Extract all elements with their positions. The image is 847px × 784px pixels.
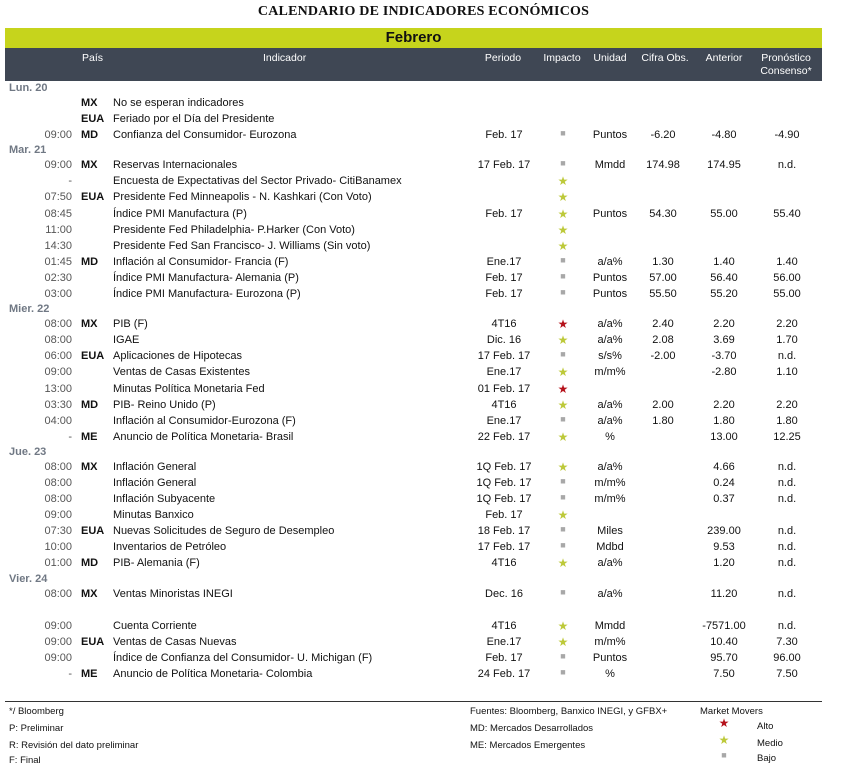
period-cell: 1Q Feb. 17	[476, 460, 532, 473]
table-row	[0, 349, 847, 365]
table-row	[0, 556, 847, 572]
mid-impact-star-icon: ★	[557, 365, 569, 380]
legend-high-star-icon: ★	[718, 716, 730, 730]
time-cell: 01:45	[44, 255, 72, 268]
table-row	[0, 476, 847, 492]
mid-impact-star-icon: ★	[557, 190, 569, 205]
unit-cell: Mmdd	[594, 159, 626, 172]
footnote-revision: R: Revisión del dato preliminar	[9, 740, 139, 751]
country-cell: MX	[81, 318, 98, 331]
unit-cell: Puntos	[592, 271, 628, 284]
country-cell: EUA	[81, 525, 105, 538]
header-pais: País	[82, 52, 104, 64]
footnote-fuentes: Fuentes: Bloomberg, Banxico INEGI, y GFBX+	[470, 706, 668, 717]
time-cell: 14:30	[44, 239, 72, 252]
forecast-cell: 1.10	[776, 366, 798, 379]
header-consenso: Consenso*	[760, 65, 812, 77]
low-impact-square-icon: ■	[560, 667, 566, 677]
previous-cell: 0.24	[713, 476, 735, 489]
low-impact-square-icon: ■	[560, 413, 566, 424]
table-row	[0, 239, 847, 255]
table-row	[0, 287, 847, 303]
time-cell: 08:00	[44, 476, 72, 489]
indicator-cell: PIB (F)	[113, 318, 148, 331]
mid-impact-star-icon: ★	[557, 459, 569, 474]
low-impact-square-icon: ■	[560, 650, 566, 661]
low-impact-square-icon: ■	[560, 128, 566, 139]
unit-cell: a/a%	[597, 460, 623, 473]
time-cell: -	[68, 668, 72, 680]
forecast-cell: 7.30	[776, 635, 798, 648]
low-impact-square-icon: ■	[560, 254, 566, 265]
observed-cell: 2.40	[652, 318, 674, 331]
previous-cell: 2.20	[713, 398, 735, 411]
indicator-cell: Inflación General	[113, 476, 197, 489]
unit-cell: Puntos	[592, 129, 628, 142]
country-cell: ME	[81, 668, 98, 680]
observed-cell: 55.50	[649, 288, 677, 301]
previous-cell: 11.20	[710, 587, 738, 600]
time-cell: 03:30	[44, 398, 72, 411]
mid-impact-star-icon: ★	[557, 397, 569, 412]
indicator-cell: Encuesta de Expectativas del Sector Privado- CitiBanamex	[113, 175, 402, 188]
legend-bajo: Bajo	[757, 753, 777, 764]
time-cell: 08:00	[44, 587, 72, 600]
header-indicador: Indicador	[263, 52, 307, 64]
previous-cell: 4.66	[713, 460, 735, 473]
unit-cell: a/a%	[597, 414, 623, 427]
indicator-cell: Feriado por el Día del Presidente	[113, 113, 275, 126]
header-unidad: Unidad	[593, 52, 627, 64]
indicator-cell: PIB- Reino Unido (P)	[113, 398, 216, 411]
indicator-cell: Índice PMI Manufactura- Alemania (P)	[113, 271, 299, 284]
indicator-cell: Anuncio de Política Monetaria- Colombia	[113, 668, 313, 680]
mid-impact-star-icon: ★	[557, 556, 569, 571]
footnote-final: F: Final	[9, 755, 41, 766]
table-row	[0, 603, 847, 619]
previous-cell: 95.70	[710, 651, 738, 664]
previous-cell: 7.50	[713, 668, 735, 680]
country-cell: MX	[81, 587, 98, 600]
forecast-cell: 1.80	[776, 414, 798, 427]
previous-cell: 10.40	[710, 635, 738, 648]
indicator-cell: Inflación General	[113, 460, 197, 473]
table-row	[0, 524, 847, 540]
time-cell: 07:50	[44, 191, 72, 204]
time-cell: 09:00	[44, 635, 72, 648]
table-row	[0, 398, 847, 414]
previous-cell: 174.95	[707, 159, 741, 172]
table-row	[0, 207, 847, 223]
unit-cell: m/m%	[594, 366, 626, 379]
calendar-table-body	[0, 82, 847, 683]
time-cell: 08:00	[44, 493, 72, 506]
unit-cell: %	[605, 430, 615, 443]
legend-medio: Medio	[757, 738, 783, 749]
indicator-cell: Minutas Banxico	[113, 509, 194, 522]
forecast-cell: 12.25	[773, 430, 801, 443]
header-cifra: Cifra Obs.	[641, 52, 689, 64]
day-header	[0, 303, 847, 317]
table-row	[0, 128, 847, 144]
previous-cell: -7571.00	[702, 619, 746, 632]
low-impact-square-icon: ■	[560, 492, 566, 503]
unit-cell: a/a%	[597, 587, 623, 600]
mid-impact-star-icon: ★	[557, 508, 569, 523]
low-impact-square-icon: ■	[560, 586, 566, 597]
time-cell: 08:45	[44, 207, 72, 220]
forecast-cell: 55.00	[773, 288, 801, 301]
observed-cell: 57.00	[649, 271, 677, 284]
indicator-cell: No se esperan indicadores	[113, 97, 244, 109]
period-cell: Feb. 17	[485, 509, 523, 522]
time-cell: 09:00	[44, 651, 72, 664]
day-header	[0, 446, 847, 460]
previous-cell: 3.69	[713, 334, 735, 347]
unit-cell: a/a%	[597, 334, 623, 347]
legend-title: Market Movers	[700, 706, 763, 717]
unit-cell: m/m%	[594, 635, 626, 648]
period-cell: Feb. 17	[485, 288, 523, 301]
table-row	[0, 365, 847, 381]
forecast-cell: n.d.	[777, 476, 797, 489]
indicator-cell: PIB- Alemania (F)	[113, 557, 200, 570]
country-cell: MX	[81, 97, 98, 109]
low-impact-square-icon: ■	[560, 287, 566, 298]
time-cell: 07:30	[44, 525, 72, 538]
table-row	[0, 382, 847, 398]
previous-cell: -3.70	[711, 350, 737, 363]
forecast-cell: 1.70	[776, 334, 798, 347]
unit-cell: Mmdd	[594, 619, 626, 632]
mid-impact-star-icon: ★	[557, 618, 569, 633]
previous-cell: 1.80	[713, 414, 735, 427]
legend-mid-star-icon: ★	[718, 733, 730, 747]
period-cell: Feb. 17	[485, 129, 523, 142]
day-header	[0, 573, 847, 587]
header-pronostico: Pronóstico	[761, 52, 811, 64]
table-row	[0, 619, 847, 635]
period-cell: Ene.17	[486, 255, 522, 268]
time-cell: 08:00	[44, 318, 72, 331]
forecast-cell: n.d.	[777, 159, 797, 172]
time-cell: 09:00	[44, 129, 72, 142]
period-cell: 22 Feb. 17	[477, 430, 531, 443]
previous-cell: 9.53	[713, 541, 735, 554]
time-cell: 10:00	[44, 541, 72, 554]
indicator-cell: Índice PMI Manufactura (P)	[113, 207, 247, 220]
footnote-md: MD: Mercados Desarrollados	[470, 723, 594, 734]
forecast-cell: n.d.	[777, 541, 797, 554]
low-impact-square-icon: ■	[560, 524, 566, 535]
indicator-cell: IGAE	[113, 334, 140, 347]
mid-impact-star-icon: ★	[557, 206, 569, 221]
high-impact-star-icon: ★	[557, 317, 569, 332]
high-impact-star-icon: ★	[557, 381, 569, 396]
previous-cell: 2.20	[713, 318, 735, 331]
unit-cell: s/s%	[598, 350, 622, 363]
period-cell: 4T16	[491, 318, 517, 331]
period-cell: Ene.17	[486, 366, 522, 379]
country-cell: ME	[81, 430, 98, 443]
day-label: Jue. 23	[9, 445, 47, 458]
time-cell: 09:00	[44, 366, 72, 379]
observed-cell: -2.00	[650, 350, 676, 363]
table-row	[0, 651, 847, 667]
mid-impact-star-icon: ★	[557, 333, 569, 348]
period-cell: 17 Feb. 17	[477, 541, 531, 554]
period-cell: Ene.17	[486, 635, 522, 648]
unit-cell: Puntos	[592, 288, 628, 301]
time-cell: 06:00	[44, 350, 72, 363]
time-cell: 04:00	[44, 414, 72, 427]
previous-cell: 1.40	[713, 255, 735, 268]
previous-cell: 239.00	[707, 525, 741, 538]
indicator-cell: Índice de Confianza del Consumidor- U. Michigan (F)	[113, 651, 373, 664]
country-cell: MD	[81, 557, 99, 570]
indicator-cell: Inflación Subyacente	[113, 493, 216, 506]
country-cell: MX	[81, 460, 98, 473]
time-cell: 09:00	[44, 619, 72, 632]
table-row	[0, 430, 847, 446]
country-cell: EUA	[81, 635, 105, 648]
day-label: Lun. 20	[9, 82, 48, 94]
forecast-cell: n.d.	[777, 460, 797, 473]
footer-divider	[5, 701, 822, 702]
period-cell: Dec. 16	[485, 587, 523, 600]
forecast-cell: 2.20	[776, 398, 798, 411]
previous-cell: 56.40	[710, 271, 738, 284]
previous-cell: 0.37	[713, 493, 735, 506]
unit-cell: Puntos	[592, 207, 628, 220]
country-cell: EUA	[81, 113, 105, 126]
table-row	[0, 112, 847, 128]
forecast-cell: n.d.	[777, 557, 797, 570]
time-cell: 08:00	[44, 460, 72, 473]
header-periodo: Periodo	[484, 52, 522, 64]
footnote-bloomberg: */ Bloomberg	[9, 706, 64, 717]
footnote-preliminar: P: Preliminar	[9, 723, 64, 734]
forecast-cell: -4.90	[774, 129, 800, 142]
table-row	[0, 174, 847, 190]
observed-cell: 2.08	[652, 334, 674, 347]
period-cell: Feb. 17	[485, 207, 523, 220]
indicator-cell: Presidente Fed Philadelphia- P.Harker (Con Voto)	[113, 223, 355, 236]
unit-cell: %	[605, 668, 615, 680]
table-row	[0, 667, 847, 683]
indicator-cell: Reservas Internacionales	[113, 159, 238, 172]
table-row	[0, 333, 847, 349]
day-label: Vier. 24	[9, 572, 48, 585]
table-header	[5, 48, 822, 81]
low-impact-square-icon: ■	[560, 270, 566, 281]
table-row	[0, 317, 847, 333]
time-cell: 08:00	[44, 334, 72, 347]
observed-cell: 174.98	[646, 159, 680, 172]
period-cell: 4T16	[491, 619, 517, 632]
forecast-cell: n.d.	[777, 350, 797, 363]
observed-cell: 2.00	[652, 398, 674, 411]
previous-cell: -4.80	[711, 129, 737, 142]
unit-cell: a/a%	[597, 557, 623, 570]
table-row	[0, 414, 847, 430]
observed-cell: 1.30	[652, 255, 674, 268]
period-cell: Feb. 17	[485, 651, 523, 664]
table-row	[0, 540, 847, 556]
mid-impact-star-icon: ★	[557, 238, 569, 253]
indicator-cell: Aplicaciones de Hipotecas	[113, 350, 243, 363]
indicator-cell: Ventas de Casas Nuevas	[113, 635, 237, 648]
forecast-cell: n.d.	[777, 587, 797, 600]
mid-impact-star-icon: ★	[557, 174, 569, 189]
forecast-cell: n.d.	[777, 525, 797, 538]
indicator-cell: Presidente Fed San Francisco- J. Williams (Sin voto)	[113, 239, 371, 252]
period-cell: 18 Feb. 17	[477, 525, 531, 538]
day-header	[0, 82, 847, 96]
period-cell: 4T16	[491, 398, 517, 411]
country-cell: MD	[81, 398, 99, 411]
indicator-cell: Anuncio de Política Monetaria- Brasil	[113, 430, 294, 443]
table-row	[0, 96, 847, 112]
page-title: CALENDARIO DE INDICADORES ECONÓMICOS	[257, 4, 590, 19]
forecast-cell: 96.00	[773, 651, 801, 664]
observed-cell: 54.30	[649, 207, 677, 220]
day-label: Mar. 21	[9, 144, 47, 157]
previous-cell: 13.00	[710, 430, 738, 443]
time-cell: 03:00	[44, 288, 72, 301]
indicator-cell: Ventas de Casas Existentes	[113, 366, 250, 379]
unit-cell: Puntos	[592, 651, 628, 664]
time-cell: -	[68, 175, 72, 188]
forecast-cell: 55.40	[773, 207, 801, 220]
unit-cell: m/m%	[594, 476, 626, 489]
indicator-cell: Cuenta Corriente	[113, 619, 197, 632]
indicator-cell: Confianza del Consumidor- Eurozona	[113, 129, 297, 142]
table-row	[0, 492, 847, 508]
time-cell: 09:00	[44, 159, 72, 172]
period-cell: 4T16	[491, 557, 517, 570]
month-banner: Febrero	[5, 28, 822, 48]
forecast-cell: 56.00	[773, 271, 801, 284]
observed-cell: -6.20	[650, 129, 676, 142]
period-cell: Dic. 16	[486, 334, 522, 347]
country-cell: EUA	[81, 191, 105, 204]
period-cell: 1Q Feb. 17	[476, 493, 532, 506]
low-impact-square-icon: ■	[560, 540, 566, 551]
mid-impact-star-icon: ★	[557, 634, 569, 649]
time-cell: 01:00	[44, 557, 72, 570]
indicator-cell: Nuevas Solicitudes de Seguro de Desempleo	[113, 525, 335, 538]
table-row	[0, 223, 847, 239]
time-cell: -	[68, 430, 72, 443]
indicator-cell: Inflación al Consumidor- Francia (F)	[113, 255, 289, 268]
country-cell: EUA	[81, 350, 105, 363]
indicator-cell: Inflación al Consumidor-Eurozona (F)	[113, 414, 296, 427]
low-impact-square-icon: ■	[560, 475, 566, 486]
country-cell: MD	[81, 129, 99, 142]
forecast-cell: 7.50	[776, 668, 798, 680]
time-cell: 09:00	[44, 509, 72, 522]
period-cell: 01 Feb. 17	[477, 382, 531, 395]
time-cell: 02:30	[44, 271, 72, 284]
indicator-cell: Inventarios de Petróleo	[113, 541, 227, 554]
mid-impact-star-icon: ★	[557, 222, 569, 237]
header-impacto: Impacto	[543, 52, 581, 64]
table-row	[0, 271, 847, 287]
indicator-cell: Ventas Minoristas INEGI	[113, 587, 233, 600]
period-cell: 24 Feb. 17	[477, 668, 531, 680]
unit-cell: a/a%	[597, 318, 623, 331]
forecast-cell: 2.20	[776, 318, 798, 331]
previous-cell: 1.20	[713, 557, 735, 570]
country-cell: MX	[81, 159, 98, 172]
unit-cell: m/m%	[594, 493, 626, 506]
forecast-cell: n.d.	[777, 493, 797, 506]
period-cell: 17 Feb. 17	[477, 350, 531, 363]
indicator-cell: Minutas Política Monetaria Fed	[113, 382, 265, 395]
table-row	[0, 190, 847, 206]
header-anterior: Anterior	[705, 52, 743, 64]
day-label: Mier. 22	[9, 303, 50, 316]
unit-cell: a/a%	[597, 398, 623, 411]
country-cell: MD	[81, 255, 99, 268]
footnote-me: ME: Mercados Emergentes	[470, 740, 586, 751]
low-impact-square-icon: ■	[560, 158, 566, 169]
table-row	[0, 460, 847, 476]
table-row	[0, 508, 847, 524]
legend-alto: Alto	[757, 721, 774, 732]
mid-impact-star-icon: ★	[557, 429, 569, 444]
table-row	[0, 635, 847, 651]
table-row	[0, 587, 847, 603]
period-cell: 17 Feb. 17	[477, 159, 531, 172]
time-cell: 11:00	[45, 223, 72, 236]
period-cell: Feb. 17	[485, 271, 523, 284]
forecast-cell: 1.40	[776, 255, 798, 268]
observed-cell: 1.80	[652, 414, 674, 427]
indicator-cell: Presidente Fed Minneapolis - N. Kashkari (Con Voto)	[113, 191, 372, 204]
day-header	[0, 144, 847, 158]
previous-cell: 55.20	[710, 288, 738, 301]
indicator-cell: Índice PMI Manufactura- Eurozona (P)	[113, 288, 301, 301]
unit-cell: a/a%	[597, 255, 623, 268]
forecast-cell: n.d.	[777, 619, 797, 632]
unit-cell: Miles	[597, 525, 623, 538]
table-row	[0, 255, 847, 271]
table-row	[0, 158, 847, 174]
unit-cell: Mdbd	[596, 541, 624, 554]
period-cell: 1Q Feb. 17	[476, 476, 532, 489]
time-cell: 13:00	[44, 382, 72, 395]
previous-cell: -2.80	[711, 366, 737, 379]
legend-low-square-icon: ■	[721, 750, 727, 760]
period-cell: Ene.17	[486, 414, 522, 427]
low-impact-square-icon: ■	[560, 349, 566, 360]
previous-cell: 55.00	[710, 207, 738, 220]
